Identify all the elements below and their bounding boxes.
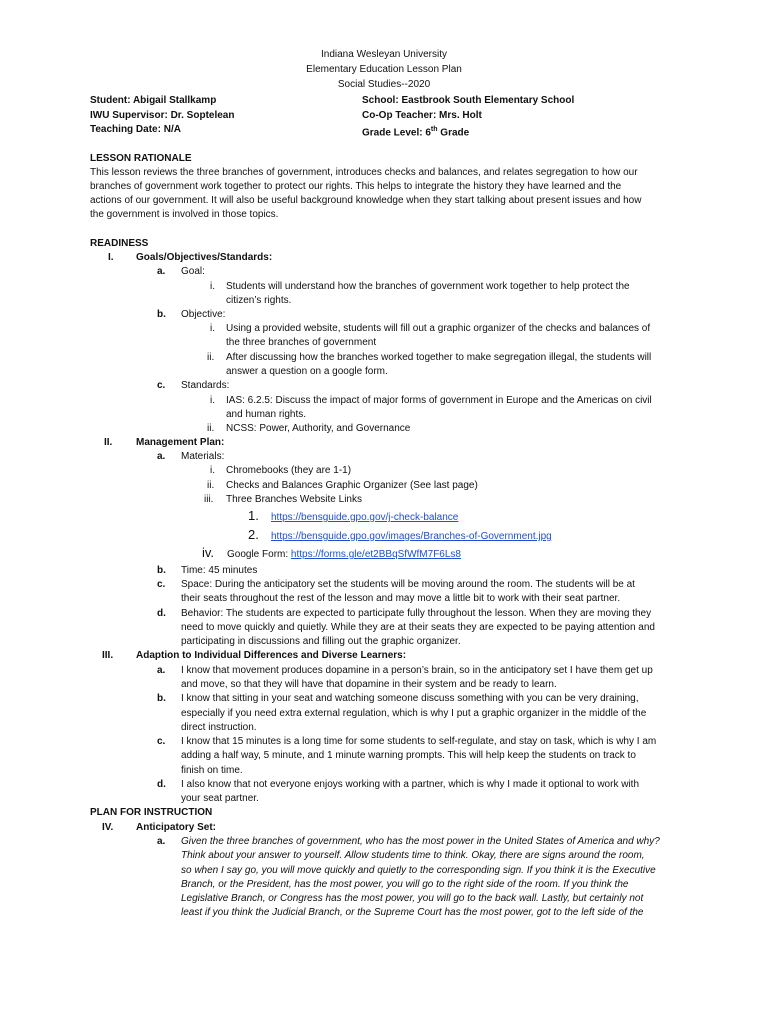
behavior-text: Behavior: The students are expected to participate fully throughout the lesson. When they are moving they xyxy=(181,608,652,619)
anticipatory-text: Given the three branches of government, who has the most power in the United States of America and why? xyxy=(181,836,660,847)
standards-label: Standards: xyxy=(181,380,230,391)
item-letter: c. xyxy=(157,380,166,391)
item-roman: iv. xyxy=(202,545,215,560)
goal-text: citizen’s rights. xyxy=(226,295,292,306)
item-letter: d. xyxy=(157,608,166,619)
school-name: School: Eastbrook South Elementary School xyxy=(362,95,575,106)
objective-label: Objective: xyxy=(181,309,226,320)
item-letter: d. xyxy=(157,779,166,790)
grade-suffix: Grade xyxy=(437,127,470,139)
rationale-heading: LESSON RATIONALE xyxy=(90,153,192,164)
website-link[interactable]: https://bensguide.gpo.gov/j-check-balance xyxy=(271,512,459,523)
anticipatory-text: Branch, or the President, has the most power, you will go to the right side of the room. If you think the xyxy=(181,879,629,890)
google-form-link[interactable]: https://forms.gle/et2BBqSfWfM7F6Ls8 xyxy=(290,549,461,560)
objective-text: answer a question on a google form. xyxy=(226,366,388,377)
section-title: Goals/Objectives/Standards: xyxy=(136,252,273,263)
anticipatory-text: Think about your answer to yourself. Allow students time to think. Okay, there are signs around the room, xyxy=(181,850,645,861)
rationale-line: the government is involved in those topics. xyxy=(90,209,279,220)
item-letter: b. xyxy=(157,309,166,320)
anticipatory-text: least if you think the Judicial Branch, or the Supreme Court has the most power, got to the left side of the xyxy=(181,907,644,918)
item-roman: i. xyxy=(210,323,215,334)
item-roman: i. xyxy=(210,465,215,476)
section-number: IV. xyxy=(102,822,114,833)
section-number: II. xyxy=(104,437,113,448)
website-link[interactable]: https://bensguide.gpo.gov/images/Branches-of-Government.jpg xyxy=(271,531,552,542)
item-roman: ii. xyxy=(207,480,215,491)
item-letter: b. xyxy=(157,693,166,704)
adaption-text: I also know that not everyone enjoys working with a partner, which is why I made it optional to work with xyxy=(181,779,640,790)
adaption-text: adding a half way, 5 minute, and 1 minute warning prompts. This will help keep the students on track to xyxy=(181,750,636,761)
material-text: Three Branches Website Links xyxy=(226,494,362,505)
behavior-text: participating in discussions and filling out the graphic organizer. xyxy=(181,636,461,647)
section-title: Anticipatory Set: xyxy=(136,822,217,833)
item-letter: a. xyxy=(157,266,166,277)
grade-level xyxy=(362,123,469,141)
adaption-text: your seat partner. xyxy=(181,793,259,804)
item-letter: b. xyxy=(157,565,166,576)
standard-text: and human rights. xyxy=(226,409,307,420)
readiness-heading: READINESS xyxy=(90,238,149,249)
plan-title: Elementary Education Lesson Plan xyxy=(306,64,462,75)
rationale-line: actions of our government. It will also be useful background knowledge when they start talking about present issues and how xyxy=(90,195,642,206)
item-letter: c. xyxy=(157,579,166,590)
link-number: 2. xyxy=(248,527,259,542)
google-form-label: Google Form: xyxy=(227,549,291,560)
rationale-line: This lesson reviews the three branches of government, introduces checks and balances, and relates segregation to how our xyxy=(90,167,638,178)
section-number: I. xyxy=(108,252,114,263)
item-roman: iii. xyxy=(204,494,214,505)
university-title: Indiana Wesleyan University xyxy=(321,49,447,60)
standard-text: NCSS: Power, Authority, and Governance xyxy=(226,423,411,434)
coop-teacher: Co-Op Teacher: Mrs. Holt xyxy=(362,110,482,121)
materials-label: Materials: xyxy=(181,451,225,462)
anticipatory-text: Legislative Branch, or Congress has the most power, you will go to the back wall. Lastly, but certainly not xyxy=(181,893,644,904)
student-name: Student: Abigail Stallkamp xyxy=(90,95,217,106)
section-title: Adaption to Individual Differences and Diverse Learners: xyxy=(136,650,407,661)
objective-text: the three branches of government xyxy=(226,337,377,348)
google-form-line xyxy=(227,548,461,562)
item-letter: a. xyxy=(157,665,166,676)
anticipatory-text: so when I say go, you will move quickly and quietly to the corresponding sign. If you think it is the Executive xyxy=(181,865,656,876)
section-number: III. xyxy=(102,650,114,661)
section-title: Management Plan: xyxy=(136,437,225,448)
subject-title: Social Studies--2020 xyxy=(337,79,431,90)
goal-label: Goal: xyxy=(181,266,205,277)
objective-text: After discussing how the branches worked together to make segregation illegal, the students will xyxy=(226,352,652,363)
item-roman: i. xyxy=(210,395,215,406)
link-number: 1. xyxy=(248,508,259,523)
adaption-text: I know that sitting in your seat and watching someone discuss something with you can be very draining, xyxy=(181,693,639,704)
space-text: their seats throughout the rest of the lesson and may move a little bit to work with their seat partner. xyxy=(181,593,621,604)
item-roman: ii. xyxy=(207,423,215,434)
adaption-text: I know that 15 minutes is a long time for some students to self-regulate, and stay on task, which is why I am xyxy=(181,736,657,747)
space-text: Space: During the anticipatory set the students will be moving around the room. The students will be at xyxy=(181,579,635,590)
adaption-text: and move, so that they will have that dopamine in their system and be ready to learn. xyxy=(181,679,557,690)
adaption-text: finish on time. xyxy=(181,765,243,776)
standard-text: IAS: 6.2.5: Discuss the impact of major forms of government in Europe and the Americas on civil xyxy=(226,395,652,406)
material-text: Checks and Balances Graphic Organizer (See last page) xyxy=(226,480,478,491)
supervisor-name: IWU Supervisor: Dr. Soptelean xyxy=(90,110,235,121)
time-text: Time: 45 minutes xyxy=(181,565,258,576)
item-roman: i. xyxy=(210,281,215,292)
rationale-line: branches of government work together to protect our rights. This helps to integrate the history they have learned and the xyxy=(90,181,622,192)
item-roman: ii. xyxy=(207,352,215,363)
adaption-text: I know that movement produces dopamine in a person’s brain, so in the anticipatory set I have them get up xyxy=(181,665,653,676)
adaption-text: direct instruction. xyxy=(181,722,257,733)
behavior-text: need to move quickly and quietly. While they are at their seats they are expected to be paying attention and xyxy=(181,622,655,633)
item-letter: a. xyxy=(157,836,166,847)
material-text: Chromebooks (they are 1-1) xyxy=(226,465,352,476)
instruction-heading: PLAN FOR INSTRUCTION xyxy=(90,807,213,818)
adaption-text: especially if you need extra external regulation, which is why I put a graphic organizer in the middle of the xyxy=(181,708,647,719)
grade-prefix: Grade Level: 6 xyxy=(362,127,431,139)
grade-suffix-sup: th xyxy=(430,126,438,133)
item-letter: c. xyxy=(157,736,166,747)
goal-text: Students will understand how the branches of government work together to help protect the xyxy=(226,281,630,292)
item-letter: a. xyxy=(157,451,166,462)
teaching-date: Teaching Date: N/A xyxy=(90,124,181,135)
objective-text: Using a provided website, students will fill out a graphic organizer of the checks and balances of xyxy=(226,323,651,334)
